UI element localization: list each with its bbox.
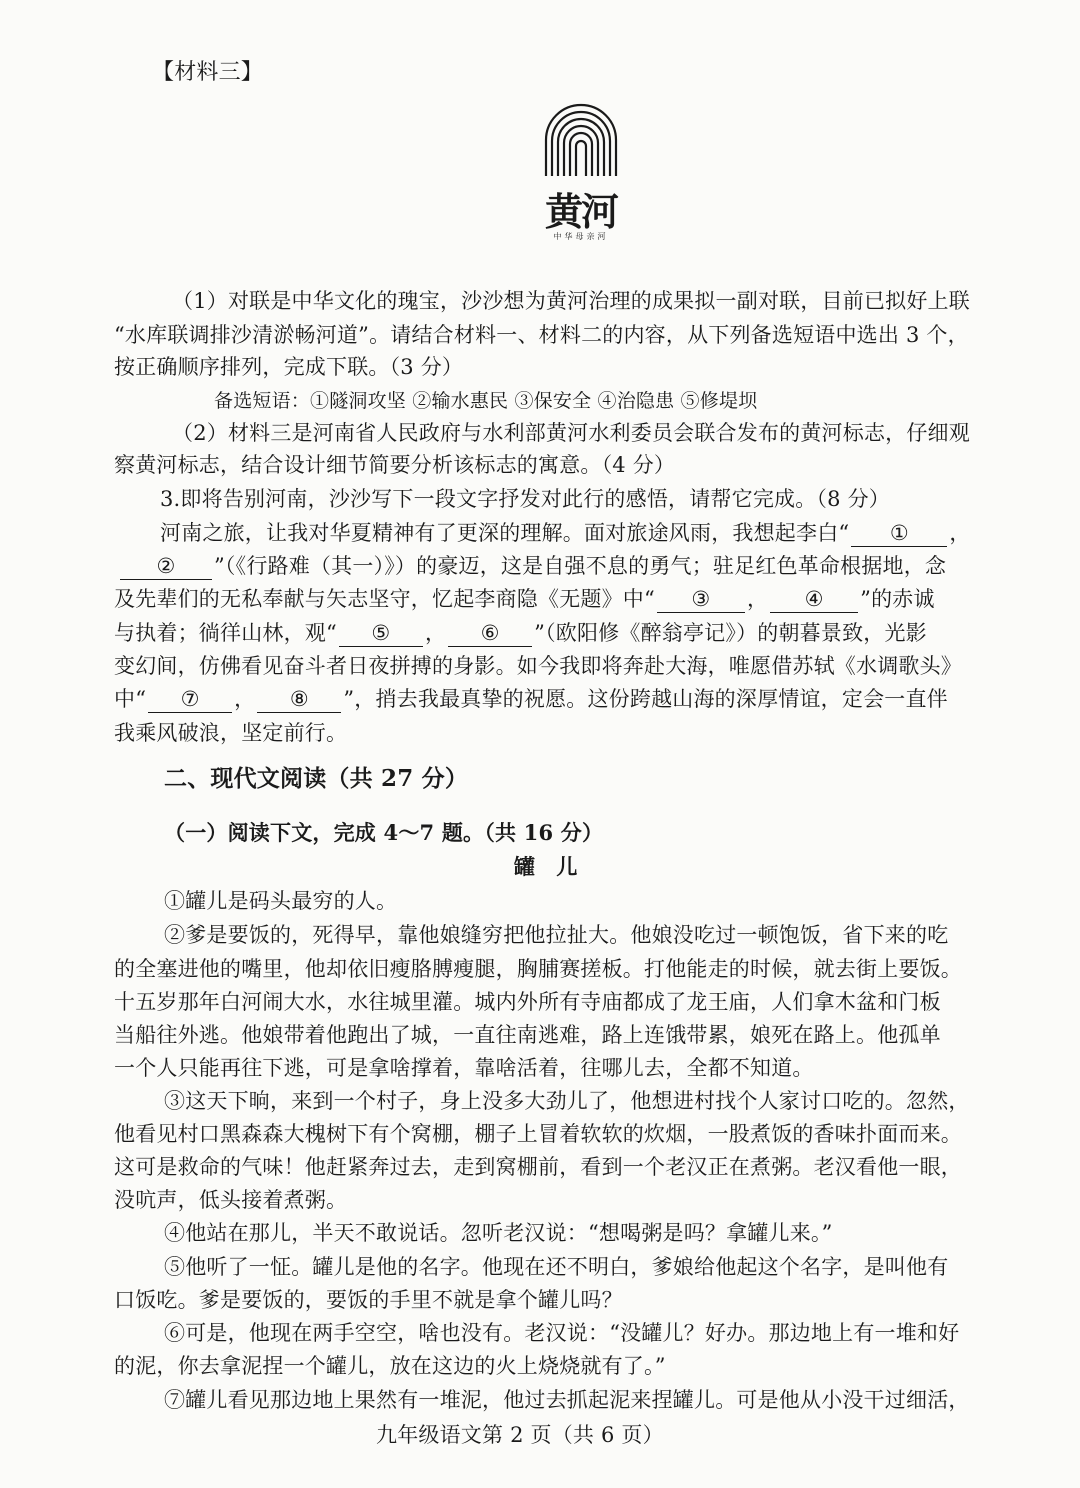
logo-title: 黄河 [544, 189, 617, 234]
logo-subtitle: 中华母亲河 [553, 232, 609, 241]
story-line: ③这天下晌，来到一个村子，身上没多大劲儿了，他想进村找个人家讨口吃的。忽然， [164, 1089, 970, 1113]
q3-text: ”的赤诚 [860, 587, 935, 611]
story-line: 没吭声，低头接着煮粥。 [114, 1188, 348, 1212]
q3-prompt: 3.即将告别河南，沙沙写下一段文字抒发对此行的感悟，请帮它完成。（8 分） [160, 487, 890, 511]
story-line: ⑦罐儿看见那边地上果然有一堆泥，他过去抓起泥来捏罐儿。可是他从小没干过细活， [164, 1388, 970, 1412]
q3-line7: 我乘风破浪，坚定前行。 [114, 721, 348, 745]
q3-text: ”（欧阳修《醉翁亭记》）的朝暮景致，光影 [534, 621, 927, 645]
story-title: 罐 儿 [514, 854, 578, 879]
story-line: ④他站在那儿，半天不敢说话。忽听老汉说：“想喝粥是吗？拿罐儿来。” [164, 1221, 833, 1245]
blank-1[interactable]: ① [851, 520, 947, 547]
q3-line5: 变幻间，仿佛看见奋斗者日夜拼搏的身影。如今我即将奔赴大海，唯愿借苏轼《水调歌头》 [114, 654, 962, 678]
blank-2[interactable]: ② [120, 553, 212, 580]
q3-text: 中“ [114, 687, 147, 711]
comma: ， [424, 621, 447, 645]
story-line: ⑤他听了一怔。罐儿是他的名字。他现在还不明白，爹娘给他起这个名字，是叫他有 [164, 1255, 949, 1279]
material-three-label: 【材料三】 [152, 60, 264, 85]
blank-7[interactable]: ⑦ [148, 686, 232, 713]
q3-line2 [118, 551, 946, 581]
q1-options: 备选短语：①隧洞攻坚 ②输水惠民 ③保安全 ④治隐患 ⑤修堤坝 [214, 390, 758, 412]
q2-line2: 察黄河标志，结合设计细节简要分析该标志的寓意。（4 分） [114, 453, 676, 477]
q3-text: ”（《行路难（其一）》）的豪迈，这是自强不息的勇气；驻足红色革命根据地，念 [214, 554, 947, 578]
comma: ， [949, 521, 971, 545]
q1-line2: “水库联调排沙清淤畅河道”。请结合材料一、材料二的内容，从下列备选短语中选出 3 个， [114, 323, 969, 347]
story-line: 他看见村口黑森森大槐树下有个窝棚，棚子上冒着软软的炊烟，一股煮饭的香味扑面而来。 [114, 1122, 962, 1146]
q3-line4 [114, 618, 927, 648]
q3-text: 及先辈们的无私奉献与矢志坚守，忆起李商隐《无题》中“ [114, 587, 655, 611]
section2-subtitle: （一）阅读下文，完成 4～7 题。（共 16 分） [164, 820, 604, 845]
story-line: 这可是救命的气味！他赶紧奔过去，走到窝棚前，看到一个老汉正在煮粥。老汉看他一眼， [114, 1155, 962, 1179]
story-line: ②爹是要饭的，死得早，靠他娘缝穷把他拉扯大。他娘没吃过一顿饱饭，省下来的吃 [164, 923, 949, 947]
story-line: 一个人只能再往下逃，可是拿啥撑着，靠啥活着，往哪儿去，全都不知道。 [114, 1056, 814, 1080]
story-line: ①罐儿是码头最穷的人。 [164, 889, 398, 913]
blank-3[interactable]: ③ [657, 586, 745, 613]
page-footer: 九年级语文第 2 页（共 6 页） [376, 1423, 664, 1447]
yellow-river-logo-icon [536, 96, 626, 188]
q3-text: ”，捎去我最真挚的祝愿。这份跨越山海的深厚情谊，定会一直伴 [343, 687, 948, 711]
q2-line1: （2）材料三是河南省人民政府与水利部黄河水利委员会联合发布的黄河标志，仔细观 [172, 421, 970, 445]
blank-4[interactable]: ④ [770, 586, 858, 613]
story-line: 的泥，你去拿泥捏一个罐儿，放在这边的火上烧烧就有了。” [114, 1354, 666, 1378]
q3-line3 [114, 584, 935, 614]
q3-line6 [114, 684, 948, 714]
blank-8[interactable]: ⑧ [257, 686, 341, 713]
blank-5[interactable]: ⑤ [339, 620, 423, 647]
story-line: 的全塞进他的嘴里，他却依旧瘦胳膊瘦腿，胸脯赛搓板。打他能走的时候，就去街上要饭。 [114, 957, 962, 981]
story-line: 当船往外逃。他娘带着他跑出了城，一直往南逃难，路上连饿带累，娘死在路上。他孤单 [114, 1023, 941, 1047]
story-line: 口饭吃。爹是要饭的，要饭的手里不就是拿个罐儿吗？ [114, 1288, 623, 1312]
yellow-river-logo [536, 96, 626, 241]
story-line: ⑥可是，他现在两手空空，啥也没有。老汉说：“没罐儿？好办。那边地上有一堆和好 [164, 1321, 960, 1345]
q1-line1: （1）对联是中华文化的瑰宝，沙沙想为黄河治理的成果拟一副对联，目前已拟好上联 [172, 289, 970, 313]
story-line: 十五岁那年白河闹大水，水往城里灌。城内外所有寺庙都成了龙王庙，人们拿木盆和门板 [114, 990, 941, 1014]
comma: ， [234, 687, 256, 711]
q3-text: 与执着；徜徉山林，观“ [114, 621, 337, 645]
blank-6[interactable]: ⑥ [448, 620, 532, 647]
q3-text: 河南之旅，让我对华夏精神有了更深的理解。面对旅途风雨，我想起李白“ [160, 521, 850, 545]
comma: ， [746, 587, 769, 611]
q3-line1 [160, 518, 971, 548]
section2-title: 二、现代文阅读（共 27 分） [164, 765, 469, 792]
q1-line3: 按正确顺序排列，完成下联。（3 分） [114, 355, 464, 379]
